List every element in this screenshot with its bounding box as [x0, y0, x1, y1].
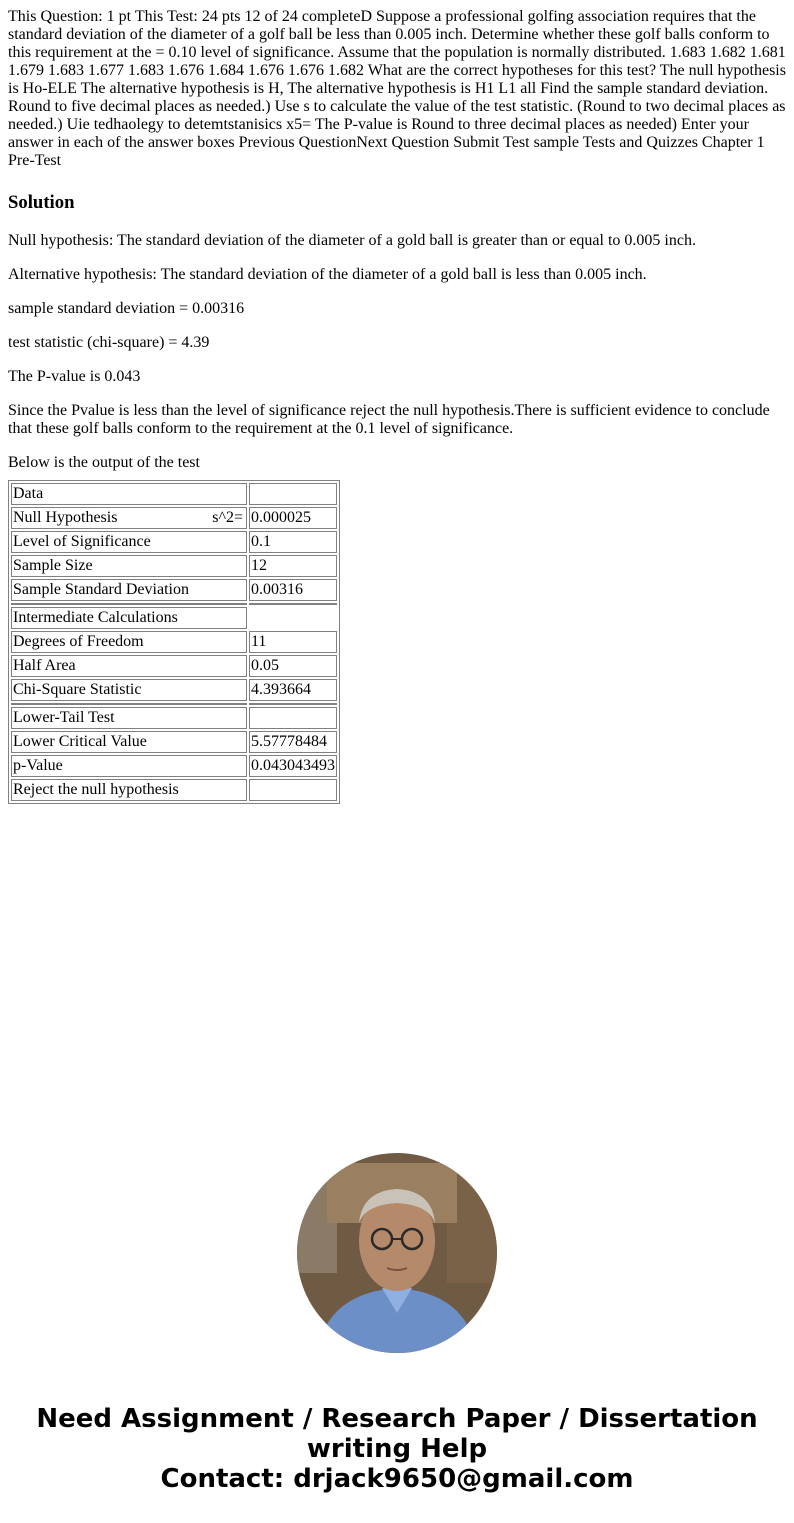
output-intro-paragraph: Below is the output of the test — [8, 454, 200, 471]
test-output-table — [8, 480, 340, 804]
row-label: Half Area — [11, 655, 247, 677]
variance-symbol: s^2= — [212, 509, 243, 526]
separator-cell — [249, 603, 337, 605]
table-row — [11, 655, 337, 677]
empty-cell — [249, 607, 337, 629]
alternative-hypothesis-paragraph: Alternative hypothesis: The standard deviation of the diameter of a gold ball is less than 0.005 inch. — [8, 266, 647, 283]
null-hypothesis-value: 0.000025 — [249, 507, 337, 529]
row-label: Level of Significance — [11, 531, 247, 553]
table-row — [11, 707, 337, 729]
row-value: 11 — [249, 631, 337, 653]
row-value: 0.043043493 — [249, 755, 337, 777]
row-label: Reject the null hypothesis — [11, 779, 247, 801]
row-value: 0.00316 — [249, 579, 337, 601]
row-value — [249, 779, 337, 801]
data-header-cell: Data — [11, 483, 247, 505]
table-row — [11, 483, 337, 505]
intermediate-header-cell: Intermediate Calculations — [11, 607, 247, 629]
empty-cell — [249, 483, 337, 505]
p-value-paragraph: The P-value is 0.043 — [8, 368, 141, 385]
footer-line: Need Assignment / Research Paper / Dissertation — [36, 1404, 758, 1434]
row-value: 12 — [249, 555, 337, 577]
table-row — [11, 607, 337, 629]
table-row — [11, 779, 337, 801]
row-value: 0.1 — [249, 531, 337, 553]
null-hypothesis-label-text: Null Hypothesis — [13, 509, 118, 526]
table-row — [11, 579, 337, 601]
conclusion-paragraph: Since the Pvalue is less than the level of significance reject the null hypothesis.There is sufficient evidence to conclude that these golf balls conform to the requirement at the 0.1 level of significance. — [8, 402, 770, 437]
solution-heading: Solution — [8, 192, 75, 213]
table-row — [11, 531, 337, 553]
row-label: Sample Size — [11, 555, 247, 577]
table-row — [11, 631, 337, 653]
sample-sd-paragraph: sample standard deviation = 0.00316 — [8, 300, 245, 317]
null-hypothesis-label — [11, 507, 247, 529]
lower-tail-header-cell: Lower-Tail Test — [11, 707, 247, 729]
table-row — [11, 755, 337, 777]
row-label: Chi-Square Statistic — [11, 679, 247, 701]
footer-line: writing Help — [306, 1434, 488, 1464]
table-row — [11, 507, 337, 529]
question-text: This Question: 1 pt This Test: 24 pts 12 of 24 completeD Suppose a professional golfing association requires that the standard deviation of the diameter of a golf ball be less than 0.005 inch. Determine whether these golf balls conform to this requirement at the = 0.10 level of significance. Assume that the population is normally distributed. 1.683 1.682 1.681 1.679 1.683 1.677 1.683 1.676 1.684 1.676 1.676 1.682 What are the correct hypotheses for this test? The null hypothesis is Ho-ELE The alternative hypothesis is H, The alternative hypothesis is H1 L1 all Find the sample standard deviation. Round to five decimal places as needed.) Use s to calculate the value of the test statistic. (Round to two decimal places as needed.) Uie tedhaolegy to detemtstanisics x5= The P-value is Round to three decimal places as needed) Enter your answer in each of the answer boxes Previous QuestionNext Question Submit Test sample Tests and Quizzes Chapter 1 Pre-Test — [8, 8, 786, 169]
table-row — [11, 555, 337, 577]
separator-cell — [11, 703, 247, 705]
row-label: Degrees of Freedom — [11, 631, 247, 653]
row-value: 4.393664 — [249, 679, 337, 701]
separator-row — [11, 703, 337, 705]
row-value: 0.05 — [249, 655, 337, 677]
null-hypothesis-paragraph: Null hypothesis: The standard deviation of the diameter of a gold ball is greater than or equal to 0.005 inch. — [8, 232, 696, 249]
empty-cell — [249, 707, 337, 729]
author-photo-image — [297, 1153, 497, 1353]
separator-cell — [249, 703, 337, 705]
document-body — [8, 8, 788, 804]
separator-cell — [11, 603, 247, 605]
row-label: p-Value — [11, 755, 247, 777]
test-statistic-paragraph: test statistic (chi-square) = 4.39 — [8, 334, 210, 351]
table-row — [11, 731, 337, 753]
separator-row — [11, 603, 337, 605]
promo-footer — [0, 1404, 794, 1494]
footer-contact: Contact: drjack9650@gmail.com — [160, 1464, 634, 1494]
row-label: Sample Standard Deviation — [11, 579, 247, 601]
row-value: 5.57778484 — [249, 731, 337, 753]
row-label: Lower Critical Value — [11, 731, 247, 753]
table-row — [11, 679, 337, 701]
author-photo — [297, 1153, 497, 1353]
